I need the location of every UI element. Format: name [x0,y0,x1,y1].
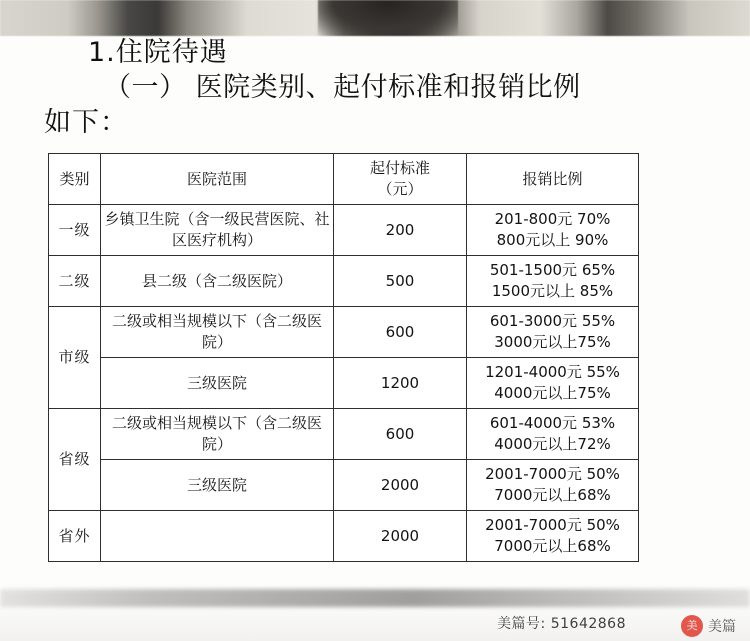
header-hospital-scope: 医院范围 [101,154,334,205]
row-rate-line2: 4000元以上72% [494,435,611,453]
meipian-logo-icon: 美 [681,615,703,637]
row-category: 一级 [49,205,101,256]
fee-table-wrapper [48,153,638,562]
row-category: 市级 [49,307,101,409]
table-row [49,358,639,409]
table-header-row [49,154,639,205]
heading-line-1: 1.住院待遇 [88,37,228,68]
row-rate-line1: 201-800元 70% [494,210,611,228]
row-scope: 乡镇卫生院（含一级民营医院、社区医疗机构） [101,205,334,256]
row-rate-line1: 501-1500元 65% [489,261,616,279]
row-deductible: 600 [334,409,467,460]
row-rate [467,205,639,256]
document-heading [0,36,750,140]
row-rate-line1: 601-4000元 53% [489,414,616,432]
row-category: 省级 [49,409,101,511]
background-photo-top [0,0,750,36]
row-rate [467,307,639,358]
header-deductible [334,154,467,205]
meipian-badge-label: 美篇 [708,619,736,635]
row-deductible: 1200 [334,358,467,409]
header-reimbursement-ratio: 报销比例 [467,154,639,205]
row-rate [467,358,639,409]
row-rate-line2: 4000元以上75% [494,384,611,402]
row-rate-line1: 1201-4000元 55% [485,363,620,381]
header-deductible-line2: （元） [377,180,423,198]
background-shadow-band [0,589,750,607]
row-scope: 二级或相当规模以下（含二级医院） [101,409,334,460]
row-category: 省外 [49,511,101,562]
heading-line-3: 如下： [44,107,128,138]
row-rate-line2: 800元以上 90% [496,231,609,249]
background-photo-hair [318,0,458,36]
row-deductible: 500 [334,256,467,307]
row-scope: 三级医院 [101,460,334,511]
row-rate-line2: 7000元以上68% [494,537,611,555]
heading-line-2: （一） 医院类别、起付标准和报销比例 [104,72,581,103]
table-row [49,256,639,307]
row-rate [467,460,639,511]
row-rate-line2: 7000元以上68% [494,486,611,504]
row-scope: 县二级（含二级医院） [101,256,334,307]
row-rate-line1: 2001-7000元 50% [485,465,620,483]
table-row [49,307,639,358]
hospital-reimbursement-table [48,153,639,562]
row-category: 二级 [49,256,101,307]
table-row [49,460,639,511]
meipian-badge [681,615,736,637]
row-deductible: 2000 [334,460,467,511]
row-rate [467,511,639,562]
row-scope: 二级或相当规模以下（含二级医院） [101,307,334,358]
row-deductible: 2000 [334,511,467,562]
row-rate-line1: 2001-7000元 50% [485,516,620,534]
row-rate-line1: 601-3000元 55% [489,312,616,330]
footer-caption: 美篇号: 51642868 [497,616,626,632]
row-rate-line2: 3000元以上75% [494,333,611,351]
header-deductible-line1: 起付标准 [369,159,430,177]
table-row [49,511,639,562]
row-rate [467,256,639,307]
row-scope: 三级医院 [101,358,334,409]
row-scope [101,511,334,562]
background-photo-bottom [0,589,750,641]
row-rate [467,409,639,460]
table-row [49,409,639,460]
header-category: 类别 [49,154,101,205]
row-deductible: 200 [334,205,467,256]
row-deductible: 600 [334,307,467,358]
row-rate-line2: 1500元以上 85% [491,282,614,300]
table-row [49,205,639,256]
